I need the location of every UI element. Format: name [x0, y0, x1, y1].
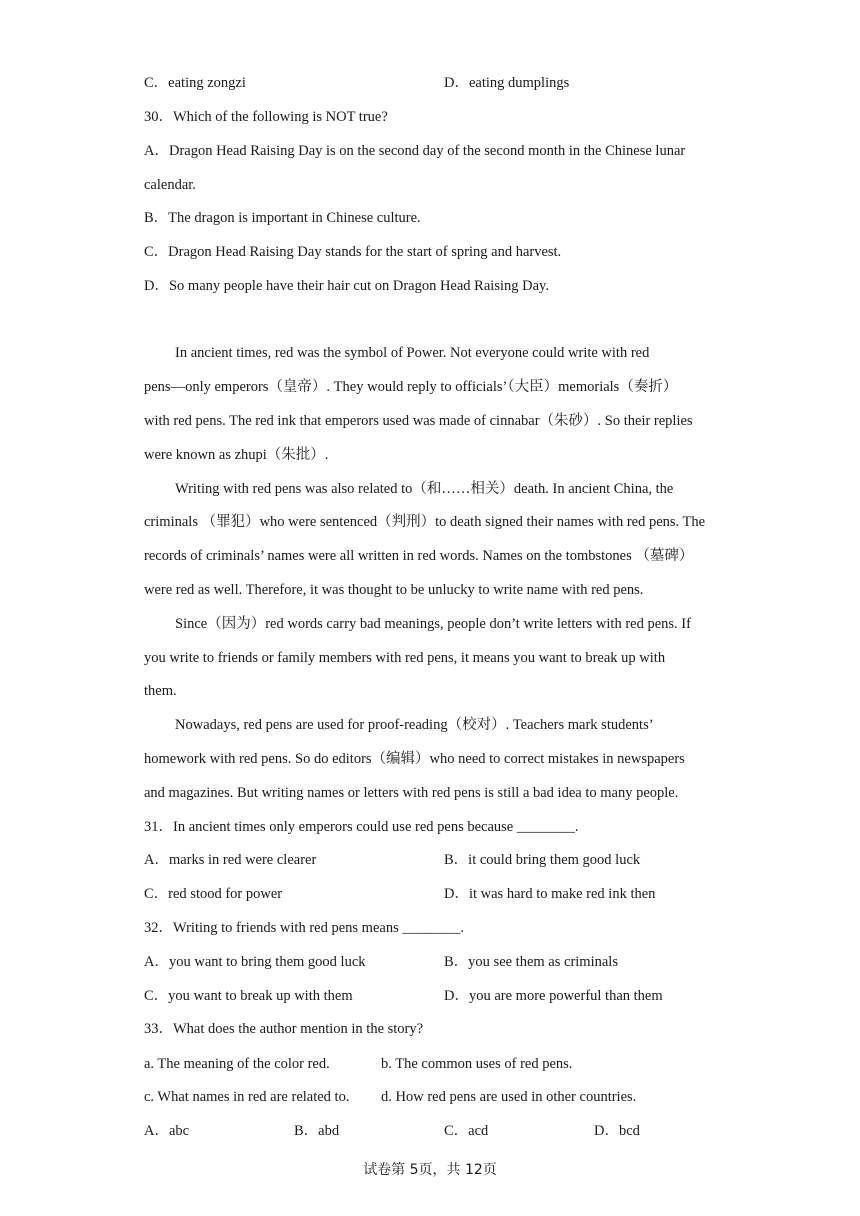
- q32-question: 32．Writing to friends with red pens means ________.: [144, 920, 464, 936]
- q33-item-d: d. How red pens are used in other countries.: [381, 1089, 637, 1105]
- passage-line: pens—only emperors（皇帝）. They would reply to officials’（大臣）memorials（奏折）: [144, 379, 678, 395]
- q31-option-a: A．marks in red were clearer: [144, 852, 317, 868]
- passage-line: records of criminals’ names were all written in red words. Names on the tombstones （墓碑）: [144, 548, 694, 564]
- q30-option-a: A．Dragon Head Raising Day is on the second day of the second month in the Chinese lunar: [144, 143, 686, 159]
- q30-question: 30．Which of the following is NOT true?: [144, 109, 388, 125]
- q31-option-c: C．red stood for power: [144, 886, 283, 902]
- passage-line: were known as zhupi（朱批）.: [144, 447, 329, 463]
- q29-option-c: C．eating zongzi: [144, 75, 246, 91]
- passage-line: Writing with red pens was also related to（和……相关）death. In ancient China, the: [175, 481, 674, 497]
- passage-line: them.: [144, 683, 177, 699]
- passage-line: and magazines. But writing names or letters with red pens is still a bad idea to many people.: [144, 785, 679, 801]
- q33-question: 33．What does the author mention in the story?: [144, 1021, 424, 1037]
- page-footer: 试卷第 5页，共 12页: [363, 1162, 497, 1178]
- q33-option-b: B．abd: [294, 1123, 340, 1139]
- q33-option-a: A．abc: [144, 1123, 190, 1139]
- q30-option-a-cont: calendar.: [144, 177, 196, 193]
- passage-line: with red pens. The red ink that emperors used was made of cinnabar（朱砂）. So their replies: [144, 413, 693, 429]
- q32-option-d: D．you are more powerful than them: [444, 988, 663, 1004]
- passage-line: Since（因为）red words carry bad meanings, people don’t write letters with red pens. If: [175, 616, 691, 632]
- passage-line: In ancient times, red was the symbol of Power. Not everyone could write with red: [175, 345, 650, 361]
- passage-line: were red as well. Therefore, it was thought to be unlucky to write name with red pens.: [144, 582, 644, 598]
- q31-option-b: B．it could bring them good luck: [444, 852, 641, 868]
- q31-option-d: D．it was hard to make red ink then: [444, 886, 656, 902]
- q33-item-a: a. The meaning of the color red.: [144, 1056, 330, 1072]
- q32-option-a: A．you want to bring them good luck: [144, 954, 366, 970]
- q33-item-b: b. The common uses of red pens.: [381, 1056, 573, 1072]
- q32-option-c: C．you want to break up with them: [144, 988, 353, 1004]
- q30-option-b: B．The dragon is important in Chinese culture.: [144, 210, 421, 226]
- q30-option-d: D．So many people have their hair cut on Dragon Head Raising Day.: [144, 278, 549, 294]
- q29-option-d: D．eating dumplings: [444, 75, 570, 91]
- q31-question: 31．In ancient times only emperors could use red pens because ________.: [144, 819, 579, 835]
- q32-option-b: B．you see them as criminals: [444, 954, 618, 970]
- q33-option-d: D．bcd: [594, 1123, 640, 1139]
- q33-option-c: C．acd: [444, 1123, 489, 1139]
- q30-option-c: C．Dragon Head Raising Day stands for the start of spring and harvest.: [144, 244, 562, 260]
- passage-line: you write to friends or family members with red pens, it means you want to break up with: [144, 650, 666, 666]
- q33-item-c: c. What names in red are related to.: [144, 1089, 350, 1105]
- passage-line: criminals （罪犯）who were sentenced（判刑）to death signed their names with red pens. The: [144, 514, 706, 530]
- passage-line: Nowadays, red pens are used for proof-reading（校对）. Teachers mark students’: [175, 717, 654, 733]
- passage-line: homework with red pens. So do editors（编辑）who need to correct mistakes in newspapers: [144, 751, 685, 767]
